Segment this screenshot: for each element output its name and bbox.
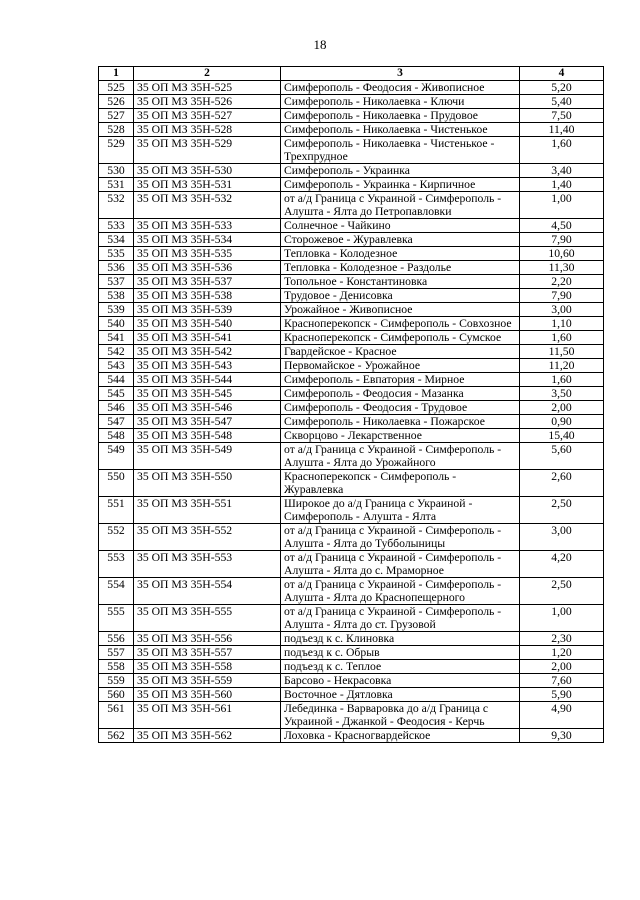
road-length: 2,50	[520, 497, 604, 524]
road-name: Симферополь - Украинка - Кирпичное	[281, 178, 520, 192]
road-length: 5,90	[520, 688, 604, 702]
road-code: 35 ОП МЗ 35Н-557	[134, 646, 281, 660]
road-name: Первомайское - Урожайное	[281, 359, 520, 373]
row-number: 554	[99, 578, 134, 605]
row-number: 560	[99, 688, 134, 702]
table-row	[99, 81, 604, 95]
road-length: 2,30	[520, 632, 604, 646]
table-row	[99, 303, 604, 317]
road-length: 7,90	[520, 289, 604, 303]
table-row	[99, 605, 604, 632]
table-row	[99, 289, 604, 303]
row-number: 525	[99, 81, 134, 95]
row-number: 562	[99, 729, 134, 743]
road-name: подъезд к с. Клиновка	[281, 632, 520, 646]
road-code: 35 ОП МЗ 35Н-548	[134, 429, 281, 443]
road-code: 35 ОП МЗ 35Н-545	[134, 387, 281, 401]
road-length: 11,30	[520, 261, 604, 275]
row-number: 548	[99, 429, 134, 443]
table-row	[99, 729, 604, 743]
table-row	[99, 660, 604, 674]
road-code: 35 ОП МЗ 35Н-561	[134, 702, 281, 729]
road-name: Восточное - Дятловка	[281, 688, 520, 702]
road-name: Симферополь - Николаевка - Чистенькое - Трехпрудное	[281, 137, 520, 164]
road-code: 35 ОП МЗ 35Н-553	[134, 551, 281, 578]
table-row	[99, 261, 604, 275]
road-length: 11,20	[520, 359, 604, 373]
road-name: подъезд к с. Обрыв	[281, 646, 520, 660]
table-row	[99, 373, 604, 387]
road-length: 2,60	[520, 470, 604, 497]
road-name: Симферополь - Николаевка - Пожарское	[281, 415, 520, 429]
road-length: 2,00	[520, 660, 604, 674]
table-row	[99, 331, 604, 345]
table-row	[99, 95, 604, 109]
road-length: 3,50	[520, 387, 604, 401]
table-row	[99, 137, 604, 164]
road-name: Сторожевое - Журавлевка	[281, 233, 520, 247]
table-row	[99, 632, 604, 646]
row-number: 530	[99, 164, 134, 178]
road-name: Тепловка - Колодезное - Раздолье	[281, 261, 520, 275]
row-number: 544	[99, 373, 134, 387]
table-row	[99, 359, 604, 373]
column-header: 4	[520, 67, 604, 81]
road-name: Лоховка - Красногвардейское	[281, 729, 520, 743]
road-code: 35 ОП МЗ 35Н-534	[134, 233, 281, 247]
row-number: 540	[99, 317, 134, 331]
table-row	[99, 470, 604, 497]
table-row	[99, 317, 604, 331]
road-length: 1,60	[520, 137, 604, 164]
row-number: 552	[99, 524, 134, 551]
row-number: 532	[99, 192, 134, 219]
row-number: 534	[99, 233, 134, 247]
road-code: 35 ОП МЗ 35Н-527	[134, 109, 281, 123]
road-name: Симферополь - Феодосия - Живописное	[281, 81, 520, 95]
road-name: Симферополь - Евпатория - Мирное	[281, 373, 520, 387]
road-code: 35 ОП МЗ 35Н-535	[134, 247, 281, 261]
road-code: 35 ОП МЗ 35Н-551	[134, 497, 281, 524]
road-length: 1,00	[520, 192, 604, 219]
road-code: 35 ОП МЗ 35Н-529	[134, 137, 281, 164]
road-name: от а/д Граница с Украиной - Симферополь - Алушта - Ялта до Петропавловки	[281, 192, 520, 219]
road-name: Барсово - Некрасовка	[281, 674, 520, 688]
road-length: 4,20	[520, 551, 604, 578]
row-number: 536	[99, 261, 134, 275]
road-length: 9,30	[520, 729, 604, 743]
row-number: 529	[99, 137, 134, 164]
road-length: 11,40	[520, 123, 604, 137]
road-length: 7,50	[520, 109, 604, 123]
road-code: 35 ОП МЗ 35Н-530	[134, 164, 281, 178]
column-header: 2	[134, 67, 281, 81]
road-length: 7,60	[520, 674, 604, 688]
road-code: 35 ОП МЗ 35Н-532	[134, 192, 281, 219]
road-code: 35 ОП МЗ 35Н-542	[134, 345, 281, 359]
table-row	[99, 164, 604, 178]
road-name: Симферополь - Николаевка - Чистенькое	[281, 123, 520, 137]
table-row	[99, 178, 604, 192]
row-number: 553	[99, 551, 134, 578]
row-number: 543	[99, 359, 134, 373]
row-number: 528	[99, 123, 134, 137]
road-name: от а/д Граница с Украиной - Симферополь - Алушта - Ялта до ст. Грузовой	[281, 605, 520, 632]
row-number: 526	[99, 95, 134, 109]
road-name: Красноперекопск - Симферополь - Сумское	[281, 331, 520, 345]
road-code: 35 ОП МЗ 35Н-543	[134, 359, 281, 373]
road-length: 5,60	[520, 443, 604, 470]
road-name: Симферополь - Феодосия - Трудовое	[281, 401, 520, 415]
road-name: от а/д Граница с Украиной - Симферополь - Алушта - Ялта до Урожайного	[281, 443, 520, 470]
table-row	[99, 123, 604, 137]
row-number: 551	[99, 497, 134, 524]
road-code: 35 ОП МЗ 35Н-549	[134, 443, 281, 470]
road-code: 35 ОП МЗ 35Н-546	[134, 401, 281, 415]
road-name: от а/д Граница с Украиной - Симферополь - Алушта - Ялта до с. Мраморное	[281, 551, 520, 578]
table-row	[99, 646, 604, 660]
road-name: Топольное - Константиновка	[281, 275, 520, 289]
road-code: 35 ОП МЗ 35Н-528	[134, 123, 281, 137]
road-length: 1,60	[520, 331, 604, 345]
row-number: 558	[99, 660, 134, 674]
road-code: 35 ОП МЗ 35Н-537	[134, 275, 281, 289]
road-name: от а/д Граница с Украиной - Симферополь - Алушта - Ялта до Краснопещерного	[281, 578, 520, 605]
road-length: 4,90	[520, 702, 604, 729]
road-name: Красноперекопск - Симферополь - Журавлевка	[281, 470, 520, 497]
table-row	[99, 275, 604, 289]
road-code: 35 ОП МЗ 35Н-560	[134, 688, 281, 702]
road-code: 35 ОП МЗ 35Н-539	[134, 303, 281, 317]
table-row	[99, 219, 604, 233]
row-number: 533	[99, 219, 134, 233]
road-length: 5,20	[520, 81, 604, 95]
road-name: Симферополь - Украинка	[281, 164, 520, 178]
table-row	[99, 674, 604, 688]
row-number: 546	[99, 401, 134, 415]
table-row	[99, 443, 604, 470]
road-length: 3,00	[520, 524, 604, 551]
road-name: Урожайное - Живописное	[281, 303, 520, 317]
row-number: 531	[99, 178, 134, 192]
table-row	[99, 415, 604, 429]
road-length: 0,90	[520, 415, 604, 429]
row-number: 561	[99, 702, 134, 729]
road-code: 35 ОП МЗ 35Н-540	[134, 317, 281, 331]
road-length: 1,40	[520, 178, 604, 192]
table-row	[99, 578, 604, 605]
road-length: 11,50	[520, 345, 604, 359]
road-length: 1,60	[520, 373, 604, 387]
table-row	[99, 429, 604, 443]
road-name: Широкое до а/д Граница с Украиной - Симферополь - Алушта - Ялта	[281, 497, 520, 524]
road-length: 1,20	[520, 646, 604, 660]
table-row	[99, 387, 604, 401]
table-row	[99, 497, 604, 524]
page-number: 18	[313, 37, 327, 52]
row-number: 559	[99, 674, 134, 688]
road-code: 35 ОП МЗ 35Н-538	[134, 289, 281, 303]
road-name: Лебединка - Варваровка до а/д Граница с Украиной - Джанкой - Феодосия - Керчь	[281, 702, 520, 729]
road-name: Тепловка - Колодезное	[281, 247, 520, 261]
row-number: 539	[99, 303, 134, 317]
road-length: 3,00	[520, 303, 604, 317]
road-code: 35 ОП МЗ 35Н-552	[134, 524, 281, 551]
road-code: 35 ОП МЗ 35Н-556	[134, 632, 281, 646]
road-name: Симферополь - Николаевка - Прудовое	[281, 109, 520, 123]
column-header: 3	[281, 67, 520, 81]
road-name: Скворцово - Лекарственное	[281, 429, 520, 443]
table-row	[99, 345, 604, 359]
row-number: 557	[99, 646, 134, 660]
row-number: 538	[99, 289, 134, 303]
road-length: 1,00	[520, 605, 604, 632]
road-registry-table	[98, 66, 604, 743]
road-length: 10,60	[520, 247, 604, 261]
road-code: 35 ОП МЗ 35Н-558	[134, 660, 281, 674]
road-name: от а/д Граница с Украиной - Симферополь - Алушта - Ялта до Тубболыницы	[281, 524, 520, 551]
road-name: подъезд к с. Теплое	[281, 660, 520, 674]
road-code: 35 ОП МЗ 35Н-544	[134, 373, 281, 387]
road-name: Трудовое - Денисовка	[281, 289, 520, 303]
table-row	[99, 551, 604, 578]
road-code: 35 ОП МЗ 35Н-531	[134, 178, 281, 192]
row-number: 545	[99, 387, 134, 401]
road-code: 35 ОП МЗ 35Н-555	[134, 605, 281, 632]
road-code: 35 ОП МЗ 35Н-554	[134, 578, 281, 605]
row-number: 535	[99, 247, 134, 261]
road-code: 35 ОП МЗ 35Н-550	[134, 470, 281, 497]
road-code: 35 ОП МЗ 35Н-526	[134, 95, 281, 109]
table-row	[99, 247, 604, 261]
road-length: 1,10	[520, 317, 604, 331]
road-length: 3,40	[520, 164, 604, 178]
row-number: 555	[99, 605, 134, 632]
row-number: 527	[99, 109, 134, 123]
row-number: 537	[99, 275, 134, 289]
column-header: 1	[99, 67, 134, 81]
road-code: 35 ОП МЗ 35Н-533	[134, 219, 281, 233]
row-number: 550	[99, 470, 134, 497]
row-number: 541	[99, 331, 134, 345]
table-row	[99, 524, 604, 551]
road-name: Симферополь - Николаевка - Ключи	[281, 95, 520, 109]
road-length: 7,90	[520, 233, 604, 247]
row-number: 547	[99, 415, 134, 429]
table-row	[99, 702, 604, 729]
road-code: 35 ОП МЗ 35Н-562	[134, 729, 281, 743]
row-number: 542	[99, 345, 134, 359]
road-length: 15,40	[520, 429, 604, 443]
road-length: 2,50	[520, 578, 604, 605]
road-length: 2,00	[520, 401, 604, 415]
road-length: 4,50	[520, 219, 604, 233]
table-row	[99, 233, 604, 247]
table-row	[99, 192, 604, 219]
road-length: 2,20	[520, 275, 604, 289]
road-code: 35 ОП МЗ 35Н-559	[134, 674, 281, 688]
road-code: 35 ОП МЗ 35Н-536	[134, 261, 281, 275]
table-row	[99, 109, 604, 123]
road-name: Красноперекопск - Симферополь - Совхозное	[281, 317, 520, 331]
table-header-row	[99, 67, 604, 81]
road-name: Солнечное - Чайкино	[281, 219, 520, 233]
row-number: 556	[99, 632, 134, 646]
road-length: 5,40	[520, 95, 604, 109]
road-code: 35 ОП МЗ 35Н-547	[134, 415, 281, 429]
road-name: Симферополь - Феодосия - Мазанка	[281, 387, 520, 401]
row-number: 549	[99, 443, 134, 470]
table-row	[99, 688, 604, 702]
road-code: 35 ОП МЗ 35Н-541	[134, 331, 281, 345]
road-code: 35 ОП МЗ 35Н-525	[134, 81, 281, 95]
table-row	[99, 401, 604, 415]
road-name: Гвардейское - Красное	[281, 345, 520, 359]
